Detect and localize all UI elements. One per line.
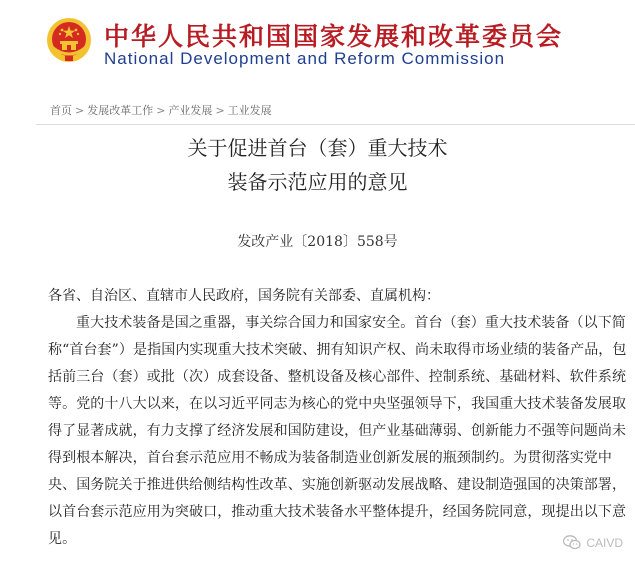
breadcrumb-separator: > <box>156 104 166 117</box>
wechat-icon <box>563 535 581 550</box>
breadcrumb-bar <box>36 100 635 125</box>
site-header <box>0 0 635 78</box>
national-emblem-icon <box>46 17 92 63</box>
breadcrumb <box>50 102 272 118</box>
watermark-text: CAIVD <box>586 535 623 550</box>
breadcrumb-reform-work[interactable]: 发展改革工作 <box>87 104 154 117</box>
breadcrumb-industrial-development[interactable]: 工业发展 <box>227 104 272 117</box>
salutation: 各省、自治区、直辖市人民政府，国务院有关部委、直属机构： <box>48 288 440 304</box>
document-number: 发改产业〔2018〕558号 <box>237 234 398 250</box>
title-line-2: 装备示范应用的意见 <box>227 170 408 194</box>
document-title <box>0 131 635 199</box>
breadcrumb-industry[interactable]: 产业发展 <box>168 104 213 117</box>
breadcrumb-separator: > <box>75 104 85 117</box>
paragraph: 重大技术装备是国之重器，事关综合国力和国家安全。首台（套）重大技术装备（以下简称“首台套”）是指国内实现重大技术突破、拥有知识产权、尚未取得市场业绩的装备产品，包括前三台（套）或批（次）成套设备、整机设备及核心部件、控制系统、基础材料、软件系统等。党的十八大以来，在以习近平同志为核心的党中央坚强领导下，我国重大技术装备发展取得了显著成就，有力支撑了经济发展和国防建设，但产业基础薄弱、创新能力不强等问题尚未得到根本解决，首台套示范应用不畅成为装备制造业创新发展的瓶颈制约。为贯彻落实党中央、国务院关于推进供给侧结构性改革、实施创新驱动发展战略、建设制造强国的决策部署，以首台套示范应用为突破口，推动重大技术装备水平整体提升，经国务院同意，现提出以下意见。 <box>48 315 627 547</box>
watermark <box>563 535 623 550</box>
org-name-en: National Development and Reform Commission <box>104 49 506 68</box>
org-name-cn: 中华人民共和国国家发展和改革委员会 <box>104 22 564 51</box>
title-line-1: 关于促进首台（套）重大技术 <box>187 136 448 160</box>
document-body <box>48 283 628 553</box>
breadcrumb-separator: > <box>215 104 225 117</box>
breadcrumb-home[interactable]: 首页 <box>50 104 72 117</box>
